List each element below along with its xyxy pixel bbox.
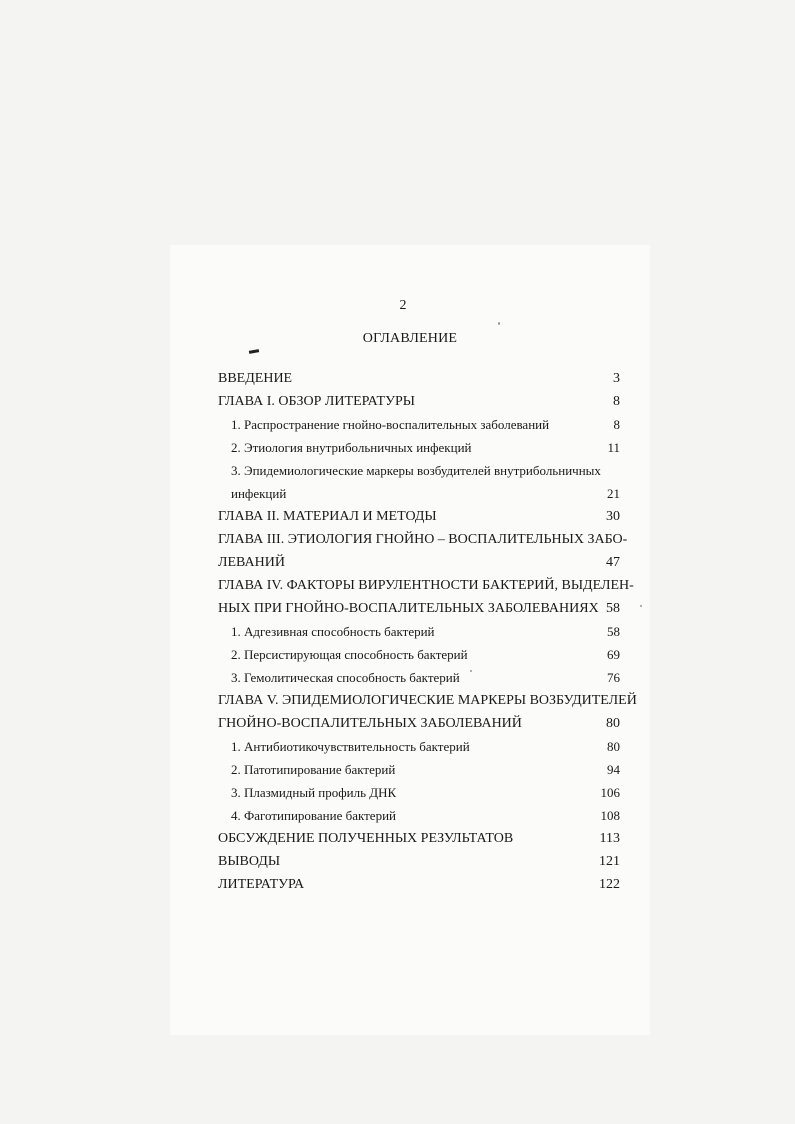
toc-entry-page: 3 [613, 371, 620, 386]
toc-entry-title: ВЫВОДЫ [218, 854, 281, 869]
toc-entry [218, 758, 624, 781]
toc-entry-page: 80 [607, 739, 620, 754]
page-number: 2 [399, 298, 407, 313]
toc-entry-title: 4. Фаготипирование бактерий [231, 808, 396, 823]
toc-entry-page: 58 [606, 601, 620, 616]
page-title: ОГЛАВЛЕНИЕ [362, 331, 458, 346]
toc-entry-title: 1. Антибиотикочувствительность бактерий [231, 739, 470, 754]
toc-entry [218, 689, 637, 712]
toc-entry-title: ГЛАВА IV. ФАКТОРЫ ВИРУЛЕНТНОСТИ БАКТЕРИЙ, ВЫДЕЛЕН- [218, 578, 634, 593]
toc-entry [218, 712, 624, 735]
toc-entry-title: 2. Персистирующая способность бактерий [231, 647, 468, 662]
toc-entry-page: 113 [599, 831, 620, 846]
toc-entry-page: 47 [606, 555, 620, 570]
toc-entry [218, 505, 624, 528]
toc-entry [218, 873, 624, 896]
toc-entry-title: инфекций [231, 486, 287, 501]
toc-entry-page: 8 [613, 394, 620, 409]
toc-entry-title: 3. Плазмидный профиль ДНК [231, 785, 397, 800]
toc-entry-page: 11 [607, 440, 620, 455]
toc-entry-title: ВВЕДЕНИЕ [218, 371, 293, 386]
toc-entry [218, 804, 624, 827]
toc-entry-page: 69 [607, 647, 620, 662]
toc-entry [218, 827, 624, 850]
toc-entry-page: 121 [599, 854, 620, 869]
toc-entry [218, 666, 624, 689]
toc-entry [218, 367, 624, 390]
toc-entry-title: 2. Патотипирование бактерий [231, 762, 396, 777]
toc-entry [218, 482, 624, 505]
toc-entry [218, 413, 624, 436]
toc-entry-page: 21 [607, 486, 620, 501]
toc-entry-page: 106 [600, 785, 620, 800]
scan-speck [498, 322, 500, 325]
toc-entry [218, 735, 624, 758]
toc-entry-page: 108 [600, 808, 620, 823]
toc-entry-title: ЛЕВАНИЙ [218, 555, 285, 570]
toc-entry [218, 459, 624, 482]
toc-entry [218, 551, 624, 574]
toc-entry-title: НЫХ ПРИ ГНОЙНО-ВОСПАЛИТЕЛЬНЫХ ЗАБОЛЕВАНИЯХ [218, 601, 599, 616]
toc-entry-page: 94 [607, 762, 620, 777]
toc-entry [218, 528, 628, 551]
toc-entry-title: ЛИТЕРАТУРА [218, 877, 305, 892]
toc-entry [218, 390, 624, 413]
toc-entry-title: 3. Гемолитическая способность бактерий [231, 670, 460, 685]
toc-entry-page: 122 [599, 877, 620, 892]
toc-entry-title: ОБСУЖДЕНИЕ ПОЛУЧЕННЫХ РЕЗУЛЬТАТОВ [218, 831, 514, 846]
toc-entry-page: 58 [607, 624, 620, 639]
toc-entry [218, 643, 624, 666]
toc-entry-title: 1. Адгезивная способность бактерий [231, 624, 435, 639]
toc-entry-title: ГЛАВА III. ЭТИОЛОГИЯ ГНОЙНО – ВОСПАЛИТЕЛЬНЫХ ЗАБО- [218, 532, 628, 547]
table-of-contents [218, 367, 637, 896]
toc-entry-title: ГНОЙНО-ВОСПАЛИТЕЛЬНЫХ ЗАБОЛЕВАНИЙ [218, 716, 522, 731]
toc-entry-title: 2. Этиология внутрибольничных инфекций [231, 440, 472, 455]
toc-entry [218, 597, 624, 620]
toc-entry-title: 3. Эпидемиологические маркеры возбудителей внутрибольничных [231, 463, 601, 478]
scan-speck [640, 605, 642, 607]
toc-entry-title: ГЛАВА II. МАТЕРИАЛ И МЕТОДЫ [218, 509, 437, 524]
toc-entry [218, 850, 624, 873]
toc-entry [218, 436, 624, 459]
toc-entry-page: 76 [607, 670, 620, 685]
toc-entry [218, 620, 624, 643]
toc-entry [218, 574, 634, 597]
toc-entry-title: 1. Распространение гнойно-воспалительных заболеваний [231, 417, 550, 432]
toc-entry-page: 80 [606, 716, 620, 731]
toc-entry-page: 8 [613, 417, 620, 432]
toc-entry-page: 30 [606, 509, 620, 524]
toc-entry-title: ГЛАВА I. ОБЗОР ЛИТЕРАТУРЫ [218, 394, 415, 409]
toc-entry [218, 781, 624, 804]
toc-entry-title: ГЛАВА V. ЭПИДЕМИОЛОГИЧЕСКИЕ МАРКЕРЫ ВОЗБУДИТЕЛЕЙ [218, 693, 637, 708]
